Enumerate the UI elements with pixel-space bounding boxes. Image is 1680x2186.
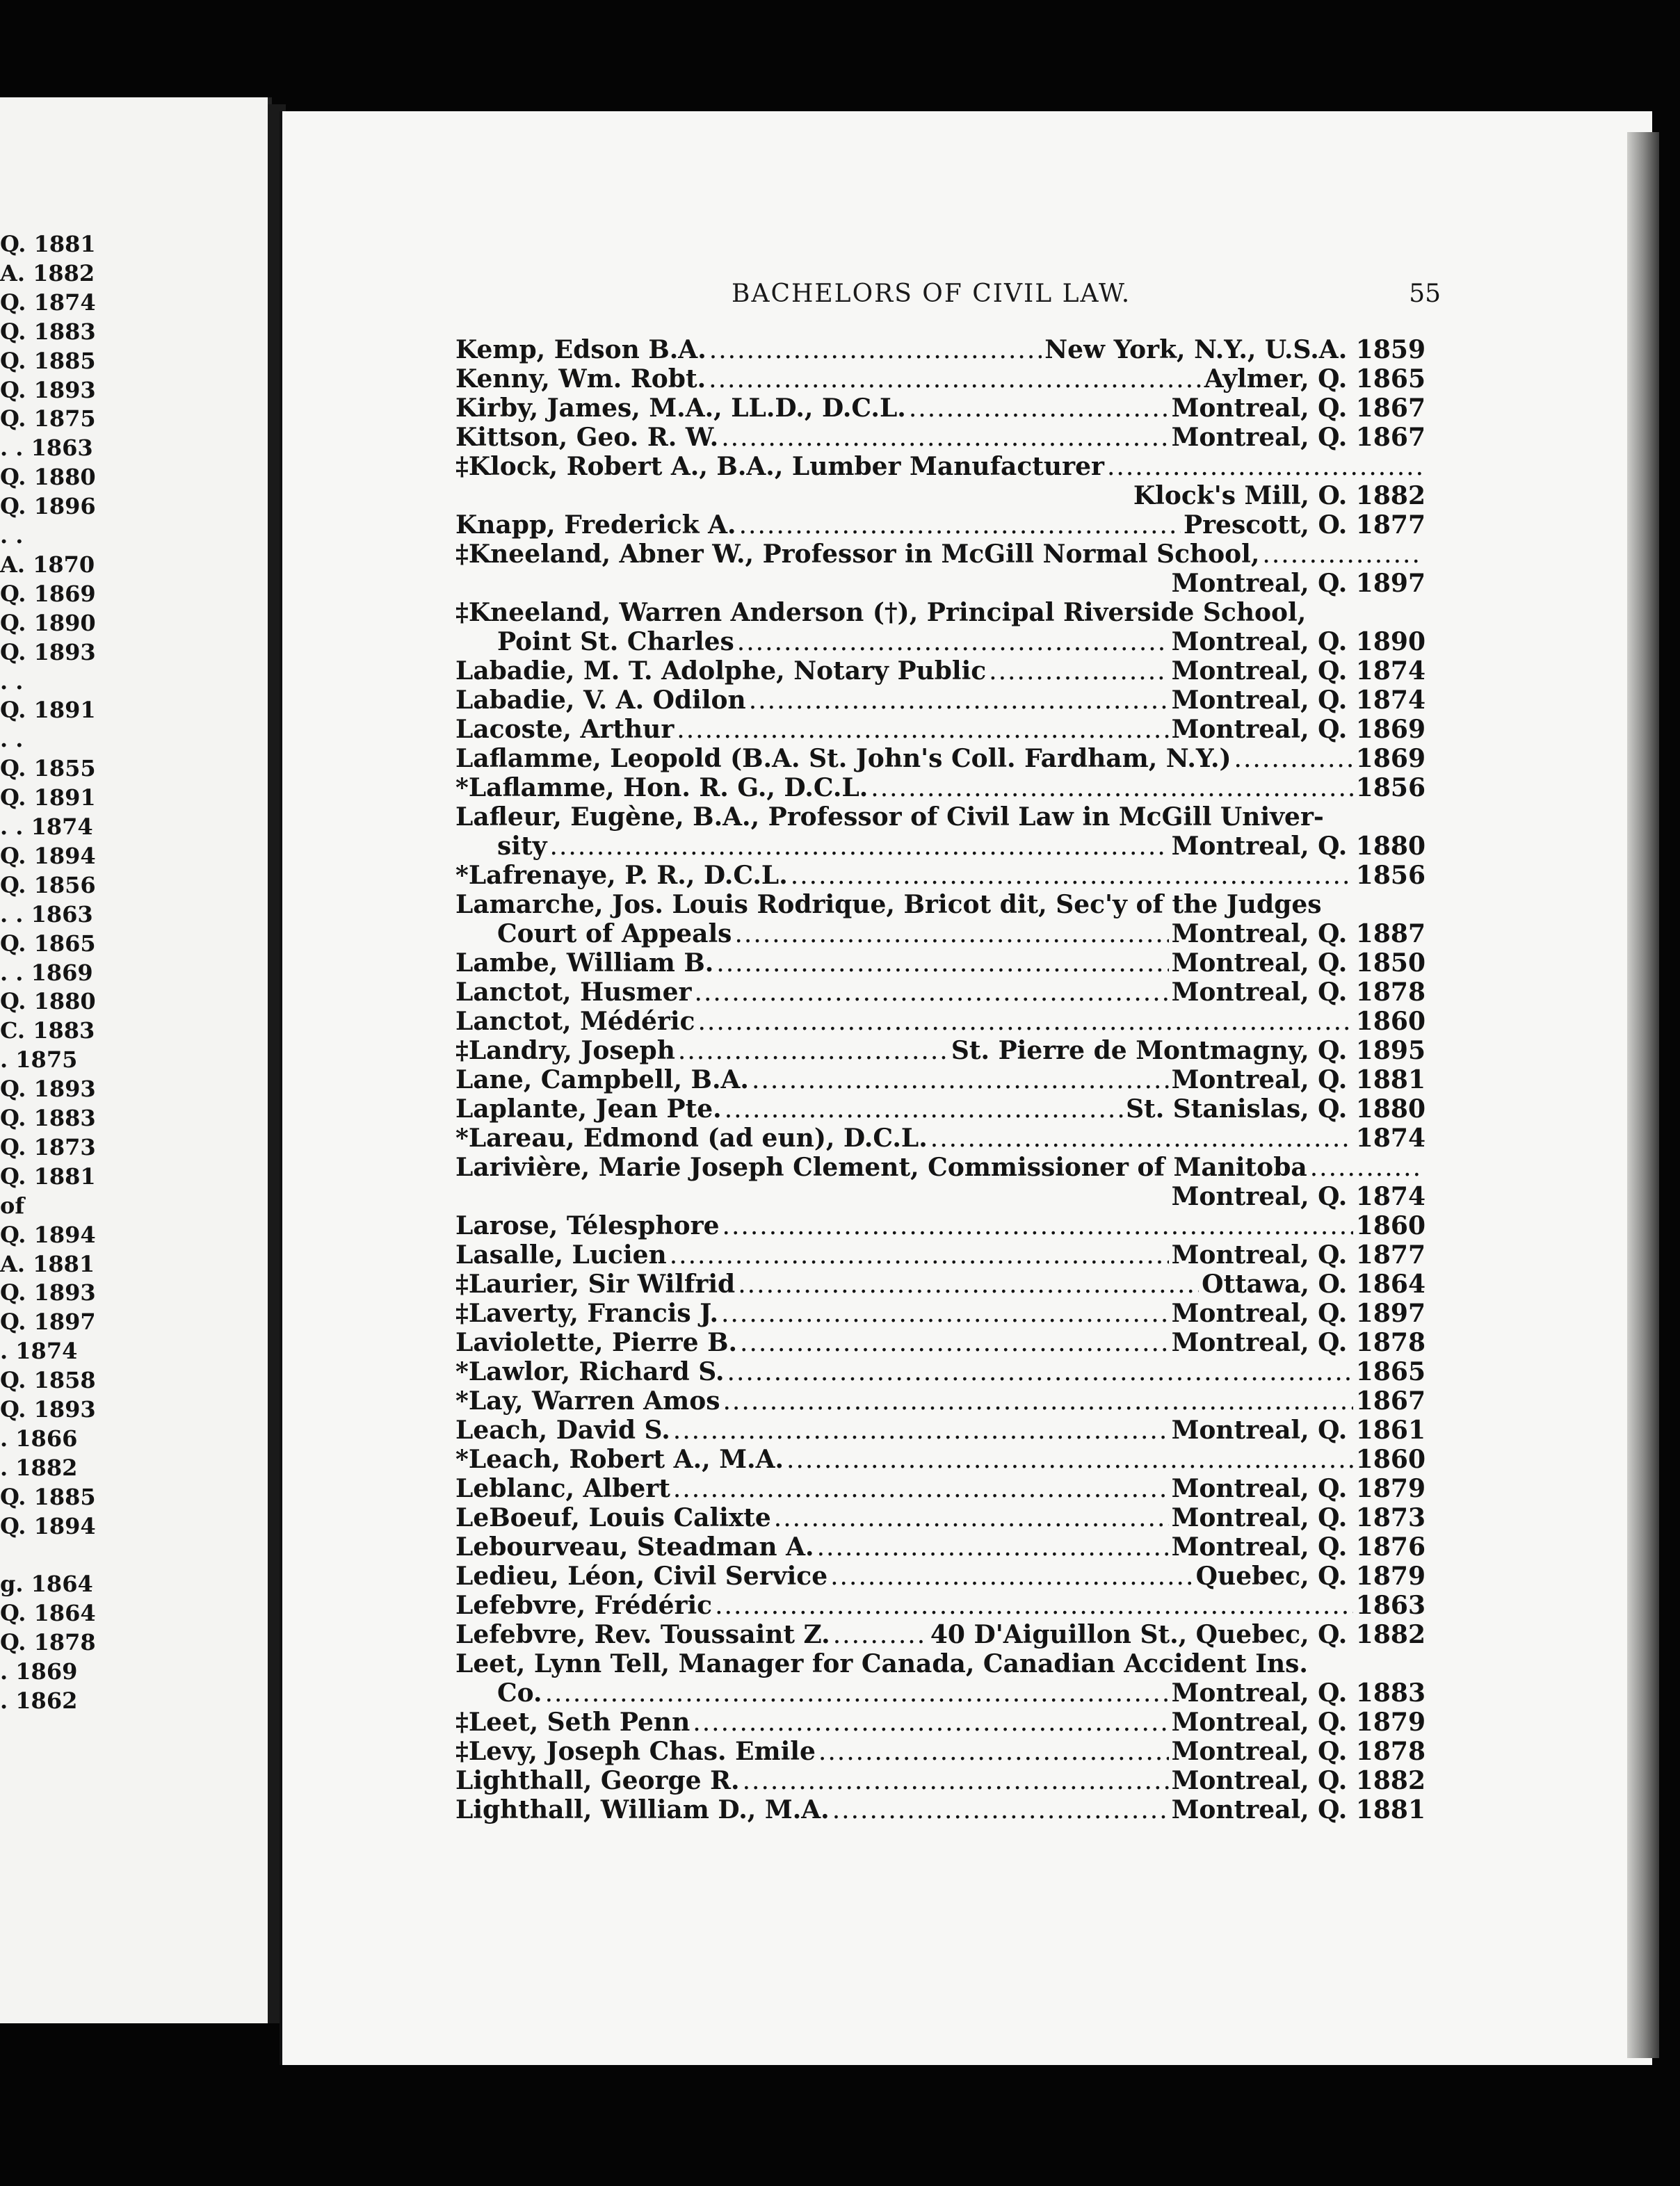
entry-place-year: Montreal, Q. 1879 [1171, 1708, 1425, 1737]
leader-dots [909, 394, 1169, 423]
graduate-entry [455, 948, 1425, 978]
graduate-entry [455, 540, 1425, 569]
left-page-line: C. 1883 [0, 1017, 95, 1044]
graduate-entry [455, 1474, 1425, 1503]
left-page-line: A. 1870 [0, 551, 95, 578]
graduate-entry [455, 978, 1425, 1007]
graduate-entry [455, 335, 1425, 364]
entry-name: ‡Klock, Robert A., B.A., Lumber Manufacturer [455, 452, 1104, 481]
entry-name: Labadie, V. A. Odilon [455, 686, 746, 715]
graduate-entry [455, 1299, 1425, 1328]
graduate-entry [455, 1532, 1425, 1562]
left-page-line: Q. 1893 [0, 1396, 96, 1423]
graduate-entry [455, 919, 1425, 948]
entry-name: Lafleur, Eugène, B.A., Professor of Civil Law in McGill Univer- [455, 802, 1324, 832]
graduate-entry [455, 1007, 1425, 1036]
leader-dots [737, 628, 1169, 657]
left-page-line: Q. 1864 [0, 1600, 96, 1627]
entry-name: Lebourveau, Steadman A. [455, 1532, 814, 1562]
left-page-line: Q. 1894 [0, 1221, 96, 1248]
leader-dots [749, 686, 1169, 715]
entry-name: ‡Kneeland, Abner W., Professor in McGill Normal School, [455, 540, 1260, 569]
left-page-line: Q. 1893 [0, 1279, 96, 1306]
left-page-line: . . [0, 522, 24, 549]
left-page-line: . . [0, 667, 24, 695]
entry-place-year: 1865 [1355, 1357, 1425, 1386]
graduate-entry [455, 510, 1425, 540]
entry-place-year: Montreal, Q. 1867 [1171, 394, 1425, 423]
entry-place-year: Montreal, Q. 1881 [1171, 1065, 1425, 1094]
entry-name: Laplante, Jean Pte. [455, 1094, 722, 1124]
entry-name: Leblanc, Albert [455, 1474, 670, 1503]
left-page-line: Q. 1893 [0, 1076, 96, 1103]
entry-name: Labadie, M. T. Adolphe, Notary Public [455, 656, 987, 686]
graduate-entry [455, 744, 1425, 773]
entry-name: Lighthall, George R. [455, 1766, 740, 1795]
leader-dots [721, 423, 1168, 453]
left-page-line: Q. 1896 [0, 493, 96, 520]
left-page-line: . . [0, 726, 24, 753]
left-page-line: . 1882 [0, 1454, 78, 1481]
entry-name: *Leach, Robert A., M.A. [455, 1445, 784, 1474]
graduate-entry [455, 1562, 1425, 1591]
entry-name: Court of Appeals [497, 919, 732, 948]
graduate-entry [455, 423, 1425, 452]
leader-dots [738, 1270, 1199, 1300]
graduate-entry [455, 1737, 1425, 1766]
entry-place-year: Prescott, O. 1877 [1184, 510, 1425, 540]
graduate-entry [455, 1620, 1425, 1649]
entry-place-year: Montreal, Q. 1878 [1171, 978, 1425, 1007]
left-page-line: . 1875 [0, 1046, 78, 1074]
left-page-line: Q. 1894 [0, 842, 96, 869]
graduate-entry [455, 1766, 1425, 1795]
left-page-line: Q. 1897 [0, 1309, 96, 1336]
entry-place-year: Montreal, Q. 1897 [1171, 1299, 1425, 1328]
left-page-line: Q. 1894 [0, 1512, 96, 1539]
graduate-entry [455, 773, 1425, 802]
leader-dots [722, 1387, 1352, 1416]
entry-name: Kenny, Wm. Robt. [455, 364, 706, 394]
leader-dots [734, 920, 1168, 949]
entry-place-year: Montreal, Q. 1876 [1171, 1532, 1425, 1562]
leader-dots [791, 861, 1353, 891]
leader-dots [786, 1446, 1353, 1475]
left-page-line: of [0, 1192, 25, 1219]
entry-name: *Lay, Warren Amos [455, 1386, 720, 1416]
leader-dots [722, 1212, 1353, 1241]
leader-dots [774, 1504, 1169, 1533]
leader-dots [1262, 540, 1423, 569]
entry-place-year: St. Pierre de Montmagny, Q. 1895 [951, 1036, 1425, 1065]
entry-name: ‡Leet, Seth Penn [455, 1708, 690, 1737]
graduate-entry [455, 1445, 1425, 1474]
left-page-line: Q. 1880 [0, 988, 96, 1015]
entry-name: ‡Laurier, Sir Wilfrid [455, 1270, 736, 1299]
graduate-entry [455, 1649, 1425, 1678]
leader-dots [743, 1767, 1169, 1796]
leader-dots [830, 1562, 1193, 1592]
leader-dots [693, 1708, 1168, 1738]
left-page-line: Q. 1891 [0, 784, 96, 811]
entry-name: Lasalle, Lucien [455, 1240, 667, 1270]
graduate-entry [455, 627, 1425, 656]
entry-name: Lacoste, Arthur [455, 715, 675, 744]
leader-dots [721, 1300, 1169, 1329]
leader-dots [989, 657, 1168, 686]
left-page-line: Q. 1880 [0, 464, 96, 491]
entry-place-year: 1874 [1355, 1124, 1425, 1153]
entry-name: Montreal, Q. 1874 [1171, 1182, 1425, 1211]
entry-place-year: Montreal, Q. 1878 [1171, 1737, 1425, 1766]
entry-place-year: Montreal, Q. 1873 [1171, 1503, 1425, 1532]
graduate-entry [455, 481, 1425, 510]
leader-dots [1310, 1153, 1423, 1183]
graduate-entry [455, 861, 1425, 890]
entry-name: ‡Kneeland, Warren Anderson (†), Principal Riverside School, [455, 598, 1307, 627]
graduate-entry [455, 1240, 1425, 1270]
leader-dots [727, 1358, 1353, 1387]
entry-place-year: 1867 [1355, 1386, 1425, 1416]
entry-place-year: Quebec, Q. 1879 [1195, 1562, 1425, 1591]
entry-place-year: Montreal, Q. 1874 [1171, 686, 1425, 715]
left-page-line: Q. 1881 [0, 231, 96, 257]
graduate-entry [455, 686, 1425, 715]
left-page-fragment [0, 97, 272, 2023]
left-page-line: g. 1864 [0, 1571, 93, 1598]
entry-place-year: 1860 [1355, 1007, 1425, 1036]
leader-dots [818, 1738, 1169, 1767]
entry-name: Leach, David S. [455, 1416, 670, 1445]
graduate-entry [455, 1386, 1425, 1416]
running-header: BACHELORS OF CIVIL LAW. [732, 280, 1131, 308]
leader-dots [716, 949, 1168, 978]
entry-name: Laviolette, Pierre B. [455, 1328, 738, 1357]
leader-dots [1107, 453, 1423, 482]
entry-name: Point St. Charles [497, 627, 734, 656]
entry-name: ‡Levy, Joseph Chas. Emile [455, 1737, 816, 1766]
left-page-line: Q. 1873 [0, 1133, 96, 1160]
left-page-line: . 1866 [0, 1425, 78, 1452]
leader-dots [752, 1066, 1169, 1095]
graduate-entry [455, 1795, 1425, 1824]
entry-name: Kemp, Edson B.A. [455, 335, 706, 364]
leader-dots [550, 832, 1169, 861]
left-page-line: Q. 1890 [0, 609, 96, 636]
left-page-line: Q. 1885 [0, 347, 96, 374]
entry-place-year: Montreal, Q. 1861 [1171, 1416, 1425, 1445]
left-page-line: Q. 1875 [0, 405, 96, 432]
left-page-line: Q. 1893 [0, 638, 96, 665]
graduate-entry [455, 1036, 1425, 1065]
leader-dots [930, 1124, 1353, 1153]
left-page-line: Q. 1883 [0, 1105, 96, 1131]
entry-place-year: Montreal, Q. 1887 [1171, 919, 1425, 948]
left-page-line: . . 1874 [0, 813, 93, 840]
leader-dots [695, 978, 1169, 1007]
graduate-entry [455, 1503, 1425, 1532]
left-page-line: Q. 1869 [0, 580, 96, 607]
entry-place-year: 1860 [1355, 1211, 1425, 1240]
leader-dots [677, 715, 1168, 745]
leader-dots [670, 1241, 1169, 1270]
entry-name: Kirby, James, M.A., LL.D., D.C.L. [455, 394, 906, 423]
entry-name: Lefebvre, Frédéric [455, 1591, 713, 1620]
entry-name: Ledieu, Léon, Civil Service [455, 1562, 828, 1591]
left-page-line: Q. 1893 [0, 376, 96, 403]
graduate-entry [455, 598, 1425, 627]
entry-name: sity [497, 832, 547, 861]
entry-name: Larose, Télesphore [455, 1211, 720, 1240]
entry-place-year: Montreal, Q. 1882 [1171, 1766, 1425, 1795]
left-page-line: . . 1863 [0, 435, 93, 462]
leader-dots [678, 1037, 948, 1066]
entry-place-year: Montreal, Q. 1890 [1171, 627, 1425, 656]
entry-name: Lefebvre, Rev. Toussaint Z. [455, 1620, 830, 1649]
leader-dots [715, 1592, 1353, 1621]
graduate-entry [455, 1357, 1425, 1386]
entry-name: LeBoeuf, Louis Calixte [455, 1503, 771, 1532]
leader-dots [545, 1679, 1169, 1708]
leader-dots [697, 1007, 1352, 1037]
entry-name: Lambe, William B. [455, 948, 714, 978]
left-page-line: . . 1863 [0, 900, 93, 928]
entry-place-year: Montreal, Q. 1880 [1171, 832, 1425, 861]
graduate-entry [455, 452, 1425, 481]
page-number: 55 [1409, 280, 1441, 308]
graduate-entry [455, 569, 1425, 598]
entry-name: *Lawlor, Richard S. [455, 1357, 725, 1386]
left-page-line: Q. 1865 [0, 930, 96, 957]
left-page-line: A. 1882 [0, 259, 95, 286]
entry-place-year: 1856 [1355, 773, 1425, 802]
graduate-entry [455, 1678, 1425, 1708]
graduate-entry [455, 832, 1425, 861]
entry-place-year: 1869 [1355, 744, 1425, 773]
entry-name: Leet, Lynn Tell, Manager for Canada, Canadian Accident Ins. [455, 1649, 1308, 1678]
graduate-entry [455, 364, 1425, 394]
leader-dots [832, 1796, 1169, 1825]
left-page-line: . 1869 [0, 1658, 78, 1685]
entry-place-year: 1863 [1355, 1591, 1425, 1620]
entry-name: Lane, Campbell, B.A. [455, 1065, 749, 1094]
left-page-line: Q. 1858 [0, 1367, 96, 1394]
leader-dots [817, 1533, 1169, 1562]
graduate-entry [455, 1416, 1425, 1445]
page-edge [1627, 132, 1659, 2058]
entry-name: *Lareau, Edmond (ad eun), D.C.L. [455, 1124, 928, 1153]
leader-dots [871, 774, 1353, 803]
left-page-line: . . 1869 [0, 959, 93, 986]
left-page-line: . 1862 [0, 1687, 78, 1714]
leader-dots [739, 511, 1181, 540]
graduate-entry [455, 1328, 1425, 1357]
left-page-line: A. 1881 [0, 1250, 95, 1277]
left-page-line: Q. 1855 [0, 755, 96, 782]
left-page-line: Q. 1856 [0, 871, 96, 898]
entry-place-year: Montreal, Q. 1881 [1171, 1795, 1425, 1824]
entry-place-year: Aylmer, Q. 1865 [1204, 364, 1425, 394]
left-page-line: Q. 1885 [0, 1483, 96, 1510]
leader-dots [833, 1621, 928, 1650]
graduate-entry [455, 1065, 1425, 1094]
entry-name: ‡Landry, Joseph [455, 1036, 675, 1065]
entry-name: ‡Laverty, Francis J. [455, 1299, 718, 1328]
graduate-entry [455, 394, 1425, 423]
left-page-line: Q. 1881 [0, 1163, 96, 1190]
graduate-entry [455, 1182, 1425, 1211]
graduate-entry [455, 1153, 1425, 1182]
leader-dots [673, 1475, 1169, 1504]
entry-name: Montreal, Q. 1897 [1171, 569, 1425, 598]
left-page-line: . 1874 [0, 1338, 78, 1365]
entry-place-year: Ottawa, O. 1864 [1202, 1270, 1425, 1299]
leader-dots [673, 1416, 1169, 1446]
left-page-line: Q. 1874 [0, 289, 96, 316]
entry-place-year: Montreal, Q. 1869 [1171, 715, 1425, 744]
entry-name: Lighthall, William D., M.A. [455, 1795, 830, 1824]
graduate-entry [455, 715, 1425, 744]
entry-place-year: 40 D'Aiguillon St., Quebec, Q. 1882 [930, 1620, 1425, 1649]
leader-dots [740, 1329, 1169, 1358]
left-page-line: Q. 1891 [0, 697, 96, 724]
entry-name: Kittson, Geo. R. W. [455, 423, 719, 452]
entry-name: Laflamme, Leopold (B.A. St. John's Coll. Fardham, N.Y.) [455, 744, 1231, 773]
entry-place-year: St. Stanislas, Q. 1880 [1126, 1094, 1425, 1124]
entry-place-year: Montreal, Q. 1850 [1171, 948, 1425, 978]
leader-dots [709, 336, 1042, 365]
entry-name: Co. [497, 1678, 542, 1708]
graduate-entry [455, 656, 1425, 686]
entry-place-year: 1860 [1355, 1445, 1425, 1474]
graduate-entry [455, 1270, 1425, 1299]
entry-name: *Laflamme, Hon. R. G., D.C.L. [455, 773, 869, 802]
entry-name: Lamarche, Jos. Louis Rodrique, Bricot dit, Sec'y of the Judges [455, 890, 1322, 919]
graduate-entry [455, 1211, 1425, 1240]
entry-place-year: Montreal, Q. 1878 [1171, 1328, 1425, 1357]
left-page-line: Q. 1883 [0, 318, 96, 345]
leader-dots [1234, 745, 1353, 774]
entry-place-year: Montreal, Q. 1883 [1171, 1678, 1425, 1708]
left-page-line: Q. 1878 [0, 1629, 96, 1656]
graduate-entry [455, 802, 1425, 832]
graduate-entry [455, 1591, 1425, 1620]
entry-name: Knapp, Frederick A. [455, 510, 736, 540]
leader-dots [709, 365, 1202, 394]
entry-name: *Lafrenaye, P. R., D.C.L. [455, 861, 788, 890]
entry-name: Lanctot, Médéric [455, 1007, 695, 1036]
graduate-entry [455, 890, 1425, 919]
entry-name: Klock's Mill, O. 1882 [1133, 481, 1425, 510]
entry-place-year: Montreal, Q. 1877 [1171, 1240, 1425, 1270]
entry-name: Lanctot, Husmer [455, 978, 692, 1007]
graduate-entry [455, 1708, 1425, 1737]
graduate-entry [455, 1094, 1425, 1124]
entry-place-year: 1856 [1355, 861, 1425, 890]
graduate-entry [455, 1124, 1425, 1153]
entry-place-year: Montreal, Q. 1867 [1171, 423, 1425, 452]
entry-name: Larivière, Marie Joseph Clement, Commissioner of Manitoba [455, 1153, 1307, 1182]
entry-place-year: Montreal, Q. 1879 [1171, 1474, 1425, 1503]
entry-place-year: New York, N.Y., U.S.A. 1859 [1044, 335, 1425, 364]
leader-dots [725, 1095, 1123, 1124]
entry-place-year: Montreal, Q. 1874 [1171, 656, 1425, 686]
